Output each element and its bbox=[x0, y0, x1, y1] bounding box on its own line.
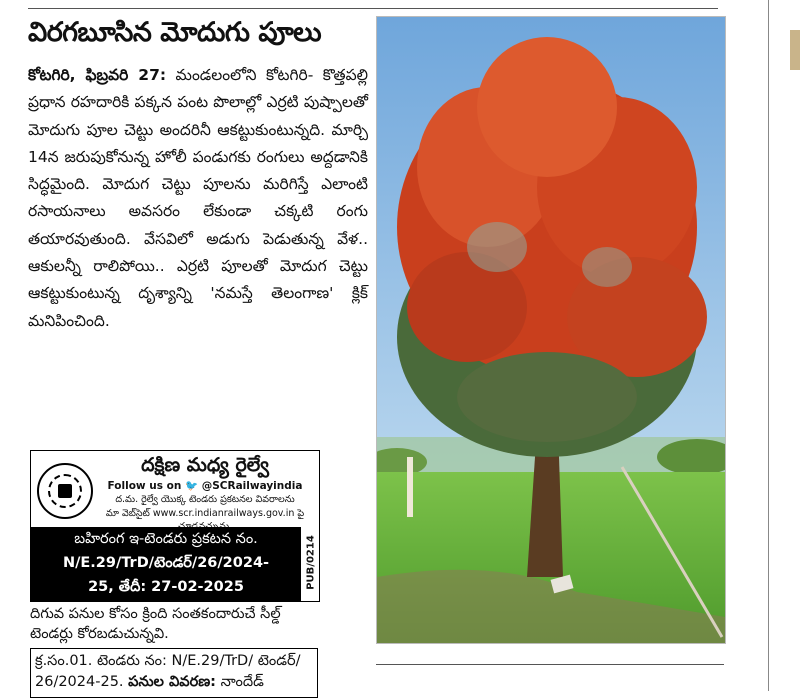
article-headline: విరగబూసిన మోదుగు పూలు bbox=[28, 17, 322, 48]
ad-title: దక్షిణ మధ్య రైల్వే bbox=[141, 454, 269, 476]
tender-intro: దిగువ పనుల కోసం క్రింది సంతకందారుచే సీల్డ్ టెండర్లు కోరబడుచున్నవి. bbox=[30, 606, 281, 642]
ad-social-handle: Follow us on 🐦 @SCRailwayindia bbox=[107, 480, 303, 492]
ad-tender-date: 25, తేదీ: 27-02-2025 bbox=[88, 579, 244, 595]
ad-notice-line: బహిరంగ ఇ-టెండరు ప్రకటన నం. bbox=[74, 531, 258, 547]
ad-header bbox=[31, 451, 319, 535]
ad-website: మా వెబ్‌సైట్ www.scr.indianrailways.gov.in పై bbox=[105, 508, 305, 519]
top-rule bbox=[28, 8, 718, 9]
article-body bbox=[28, 62, 368, 335]
tree-photo bbox=[376, 16, 726, 644]
photo-bottom-rule bbox=[376, 664, 724, 665]
adjacent-page-edge bbox=[790, 30, 800, 70]
article-text: మండలంలోని కోటగిరి- కొత్తపల్లి ప్రధాన రహదారికి పక్కన పంట పొలాల్లో ఎర్రటి పుష్పాలతో మోదుగు పూల చెట్టు అందరినీ ఆకట్టుకుంటున్నది. మార్చి 14న జరుపుకోనున్న హోలీ పండుగకు రంగులు అద్దడానికి సిద్ధమైంది. మోదుగ చెట్టు పూలను మరిగిస్తే ఎలాంటి రసాయనాలు అవసరం లేకుండా చక్కటి రంగు తయారవుతుంది. వేసవిలో అడుగు పెడుతున్న వేళ.. ఆకులన్నీ రాలిపోయి.. ఎర్రటి పూలతో మోదుగ చెట్టు ఆకట్టుకుంటున్న దృశ్యాన్ని 'నమస్తే తెలంగాణ' క్లిక్ మనిపించింది. bbox=[28, 66, 368, 330]
ad-pub-code-text: PUB/0214 bbox=[305, 535, 317, 590]
tender-item-label: క్ర.సం.01. టెండరు నం: bbox=[35, 653, 167, 669]
railway-advertisement bbox=[30, 450, 320, 602]
column-rule bbox=[768, 0, 769, 691]
railway-emblem-icon bbox=[37, 463, 93, 519]
ad-notice-block bbox=[31, 527, 301, 601]
ad-pub-code bbox=[303, 529, 317, 599]
tender-item-value: N/E.29/TrD/ టెండర్/ 26/2024-25. bbox=[35, 653, 301, 690]
tender-work-label: పనుల వివరణ: bbox=[128, 674, 216, 690]
ad-note: ద.మ. రైల్వే యొక్క టెండరు ప్రకటనల వివరాలను bbox=[115, 494, 295, 505]
tender-work-value: నాందేడ్ bbox=[220, 674, 264, 690]
ad-tender-number: N/E.29/TrD/టెండర్/26/2024- bbox=[62, 555, 270, 571]
article-dateline: కోటగిరి, ఫిబ్రవరి 27: bbox=[28, 66, 167, 84]
flame-tree-image bbox=[377, 17, 725, 643]
